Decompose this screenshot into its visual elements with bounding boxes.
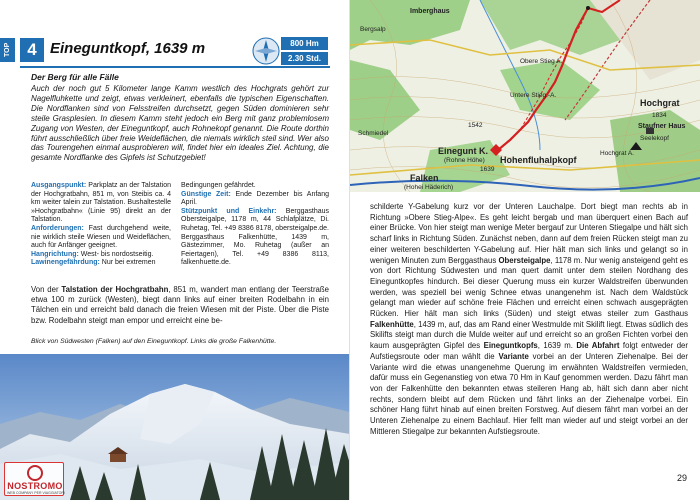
ascent-stat: 800 Hm (281, 37, 328, 50)
title-rule (20, 66, 330, 68)
map-label-falken: Falken (410, 173, 439, 183)
route-text-run: schilderte Y-Gabelung kurz vor der Unteren Lauchalpe. Dort biegt man rechts ab in Richtung »Obere Stieg-Alpe«. Es geht leicht bergab und man überquert einen Bach auf einer Brücke. Von hier steigt man wenige Meter bergauf zur Unteren Stiegalpe und hält sich scharf links in Richtung Süden. Zunächst neben, dann auf dem freien Rücken steigt man zu einer weiteren beschilderten Y-Gabelung auf. Hier hält man sich links und gelangt so in wenigen Minuten zum Berggasthaus (370, 202, 688, 265)
map-label-seelekopf: Seelekopf (640, 135, 669, 142)
route-text-run: , 1439 m, auf, das am Rand einer Westmulde mit Skilift liegt. Etwas südlich des Skilifts steigt man durch die Mulde weiter auf und erreicht so an großen Fichten vorbei den kaum ausgeprägten Gipfel des (370, 319, 688, 351)
route-text-run: Obersteigalpe (498, 255, 551, 265)
compass-icon (252, 37, 280, 65)
facts-column-2 (181, 182, 329, 268)
map-label-schmiedel: Schmiedel (358, 130, 389, 137)
intro-subtitle: Der Berg für alle Fälle (31, 72, 119, 82)
intro-text: Auch der noch gut 5 Kilometer lange Kamm westlich des Hochgrats gehört zur Nagelfluhkette und zeigt, etwas verkleinert, ebenfalls die typischen Eigenschaften. Die Nordflanken sind von Felsstreifen durchsetzt, gegen Süden dominieren sehr steile Grasplesien. In diesem Kamm steht jedoch ein Berg mit ganz problemlosem Zugang von Westen, der Eineguntkopf, auch Rohnekopf genannt. Die Route dorthin führt ausschließlich über freie Weideflächen, die niemals wirklich steil sind. Wer also das Tourengehen einmal ausprobieren will, findet hier ein ideales Ziel. Achtung, die gesamte Nordflanke des Gipfels ist Schutzgebiet! (31, 84, 329, 163)
photo-caption: Blick von Südwesten (Falken) auf den Eineguntkopf. Links die große Falkenhütte. (31, 338, 277, 345)
route-map (350, 0, 700, 192)
map-label-untere-stieg: Untere Stieg.-A. (510, 92, 557, 99)
map-label-falken-sub: (Hohei Häderich) (404, 184, 454, 191)
fact-requirements: Anforderungen: Fast durchgehend weite, nie wirklich steile Wiesen und Weideflächen, auch für Anfänger geeignet. (31, 224, 171, 250)
tour-title: Eineguntkopf, 1639 m (50, 40, 206, 57)
route-text-run: Falkenhütte (370, 319, 414, 329)
time-stat: 2.30 Std. (281, 52, 328, 65)
tour-stats (252, 37, 328, 65)
facts-column-1 (31, 182, 171, 268)
map-label-hochgrat: Hochgrat (640, 98, 680, 108)
fact-avalanche-cont: Bedingungen gefährdet. (181, 182, 256, 189)
map-label-obere-stieg: Obere Stieg A. (520, 58, 563, 65)
map-label-staufner-haus: Staufner Haus (638, 123, 686, 130)
fact-start: Ausgangspunkt: Parkplatz an der Talstation der Hochgratbahn, 851 m, von Steibis ca. 4 km weiter talein zur Talstation. Bushaltestelle »Hochgratbahn« (Linie 95) direkt an der Talstation. (31, 182, 171, 224)
page-number: 29 (677, 473, 688, 483)
route-text-left: Von der Talstation der Hochgratbahn, 851 m, wandert man entlang der Teerstraße etwa 100 m zurück (Westen), biegt dann links auf einer breiten Rodelbahn in ein Tälchen ein und erreicht bald danach die freien Wiesen mit der Piste. Über die Piste bzw. Rodelbahn steigt man empor und erreicht eine be- (31, 285, 329, 325)
fact-slope: Hangrichtung: West- bis nordostseitig. (31, 250, 154, 258)
top-tab: TOP (0, 38, 15, 62)
map-label-1639: 1639 (480, 166, 495, 173)
right-page (350, 0, 700, 500)
map-label-1834: 1834 (652, 112, 667, 119)
route-text-right (370, 202, 688, 437)
map-label-eineguntkopf: Einegunt K. (438, 146, 488, 156)
logo-ring-icon (27, 465, 43, 481)
fact-huts: Stützpunkt und Einkehr: Berggasthaus Obersteigalpe, 1178 m, 44 Schlafplätze, Di. Ruhetag, Tel. +49 8386 8178, obersteigalpe.de. Berggasthaus Falkenhütte, 1439 m, Gästezimmer, Mo. Ruhetag (außer an Feiertagen), Tel. +49 8386 8113, falkenhuette.de. (181, 207, 329, 267)
fact-season: Günstige Zeit: Ende Dezember bis Anfang April. (181, 190, 329, 207)
route-text-run: Die Abfahrt (576, 341, 620, 351)
route-text-run: vorbei an der Unteren Ziehenalpe. Bei der Variante wird die etwas unangenehme Querung im erwähnten Waldstreifen vermieden, dafür muss ein Gegenanstieg von etwa 70 Hm in Kauf genommen werden. Dazu fährt man von der Falkenhütte den bekannten etwas steileren Hang ab, hält sich dann aber nicht rechts, sondern bleibt auf dem Rücken und fährt links an der Ziehenalpe vorbei. Ein schöner Hang führt hinab auf einen breiten Forstweg. Auf diesem fährt man vorbei an der Unteren Ziehenalpe zu einem Bachlauf. Hier fellt man wieder auf und steigt vorbei an der Mittleren Stiegalpe zur bekannten Aufstiegsroute. (370, 351, 688, 436)
route-text-run: Eineguntkopfs (483, 341, 538, 351)
fact-avalanche: Lawinengefährdung: Nur bei extremen (31, 259, 156, 267)
map-label-bergsalp: Bergsalp (360, 26, 386, 33)
map-label-rohne-hoehe: (Rohne Höhe) (444, 157, 485, 164)
map-label-imberghaus: Imberghaus (410, 8, 450, 15)
route-text-run: , 1639 m. (537, 341, 577, 351)
route-text-run: Variante (498, 351, 529, 361)
map-label-hochgrat-alpe: Hochgrat A. (600, 150, 634, 157)
nostromo-logo: NOSTROMO WEB COMPANY PER VIAGGIATORI (4, 462, 64, 496)
route-text-run: , 1178 m. Nur wenig ansteigend geht es von dort Richtung Südwesten und man quert damit unter dem steilen Nordhang des Eineguntkopfes hindurch. Bei dieser Querung muss ein kurzer Waldstreifen überwunden werden, was speziell bei wenig Schnee etwas unangenehm ist. Nach dem Waldstück gelangt man wieder auf schöne freie Flächen und erreicht einen schwach ausgeprägten Rücken. Hier hält man sich links (Süden) und steigt etwas steiler zum Gasthaus (370, 255, 688, 319)
map-label-1542: 1542 (468, 122, 483, 129)
route-text-run: folgt entweder der Aufstiegsroute oder man wählt die (370, 341, 688, 361)
map-label-hohenfluhalpkopf: Hohenfluhalpkopf (500, 155, 577, 165)
tour-number-badge: 4 (20, 38, 44, 62)
